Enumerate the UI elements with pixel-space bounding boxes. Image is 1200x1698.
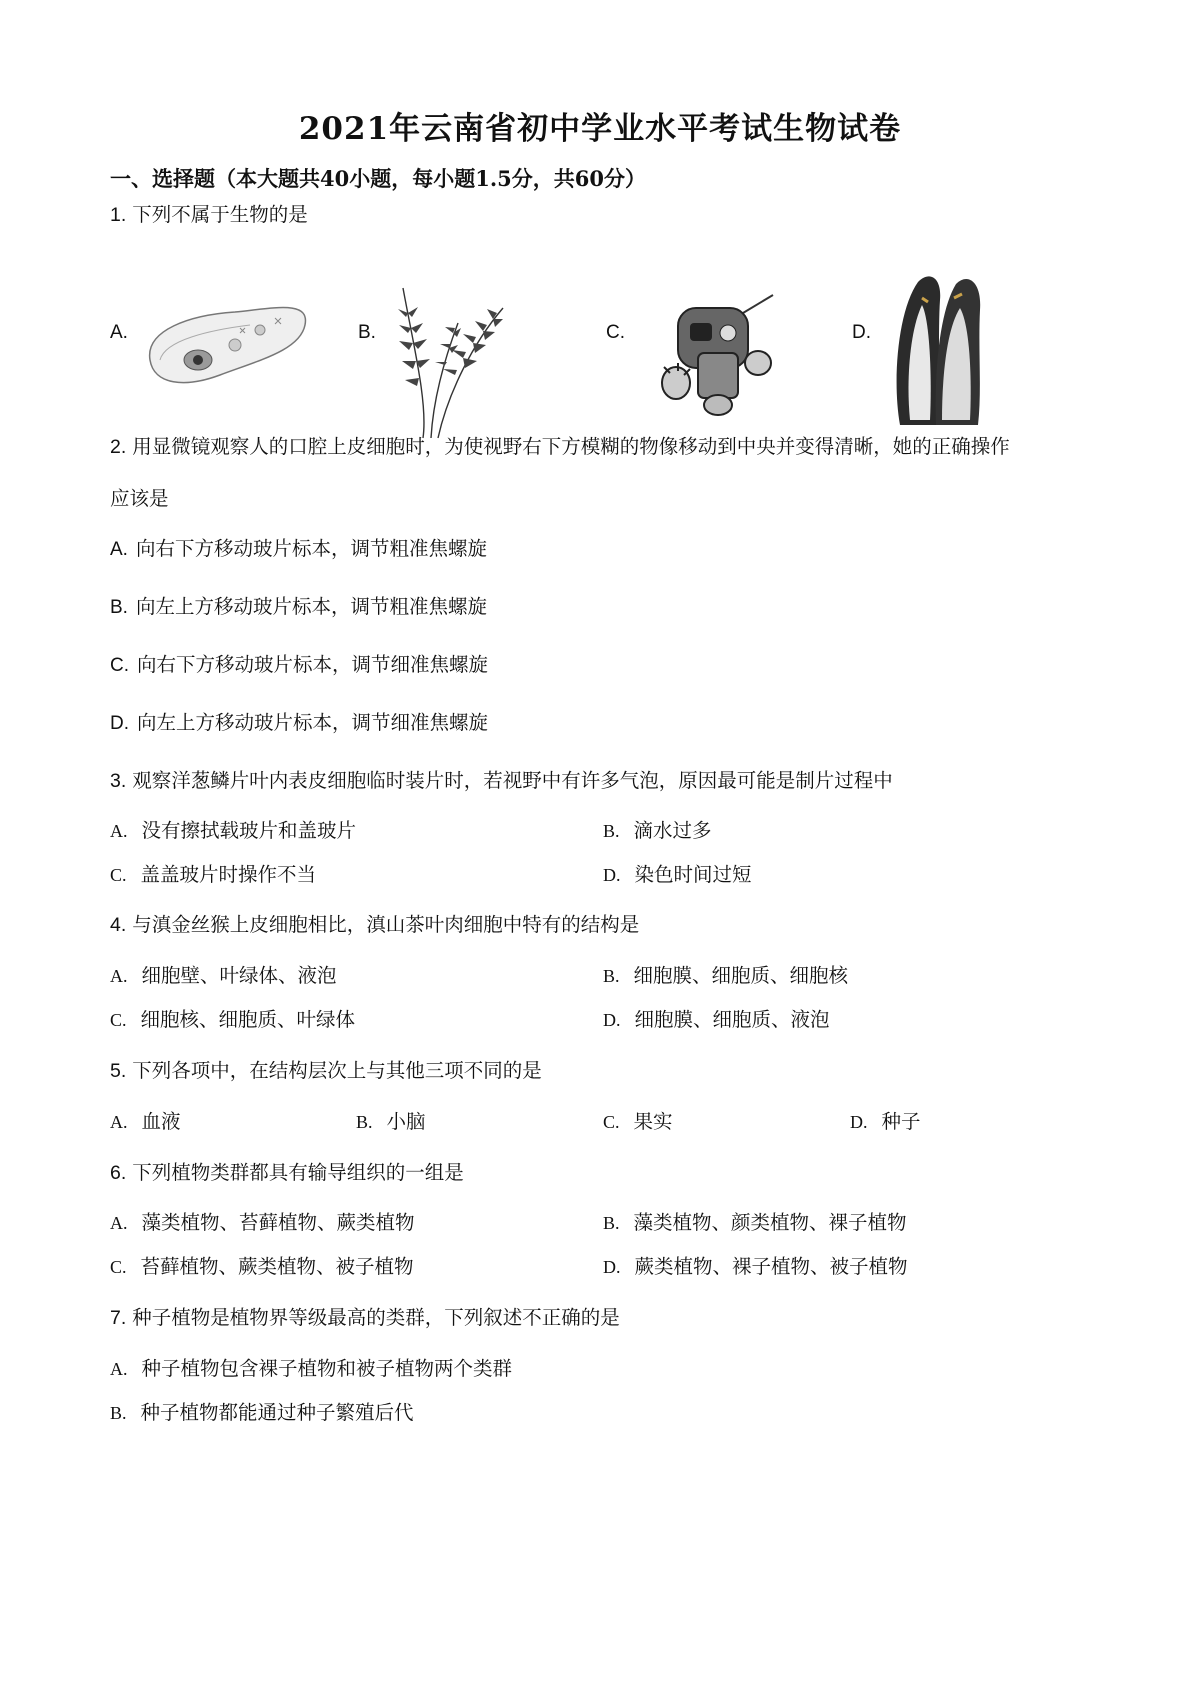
option-a: A. 细胞壁、叶绿体、液泡 <box>110 964 337 987</box>
question-3 <box>110 766 893 796</box>
option-d: D. 细胞膜、细胞质、液泡 <box>603 1008 830 1031</box>
option-a: A. 向右下方移动玻片标本，调节粗准焦螺旋 <box>110 537 487 560</box>
question-6 <box>110 1158 464 1188</box>
question-number: 7. <box>110 1307 127 1329</box>
question-text: 下列各项中，在结构层次上与其他三项不同的是 <box>132 1059 542 1082</box>
option-c: C. 盖盖玻片时操作不当 <box>110 863 317 886</box>
option-b: B. 小脑 <box>356 1110 426 1133</box>
option-b: B. 向左上方移动玻片标本，调节粗准焦螺旋 <box>110 595 487 618</box>
question-1 <box>110 200 308 230</box>
question-number: 4. <box>110 914 127 936</box>
question-2 <box>110 432 1010 462</box>
option-a: A. 藻类植物、苔藓植物、蕨类植物 <box>110 1211 415 1234</box>
question-number: 2. <box>110 436 127 458</box>
question-text: 观察洋葱鳞片叶内表皮细胞临时装片时，若视野中有许多气泡，原因最可能是制片过程中 <box>132 769 893 792</box>
paramecium-image <box>140 290 315 400</box>
robot-dog-image <box>648 293 783 418</box>
question-text: 下列不属于生物的是 <box>132 203 308 226</box>
question-text: 种子植物是植物界等级最高的类群，下列叙述不正确的是 <box>132 1306 620 1329</box>
option-c: C. 向右下方移动玻片标本，调节细准焦螺旋 <box>110 653 489 676</box>
option-letter: B. <box>358 322 376 343</box>
option-a: A. 血液 <box>110 1110 181 1133</box>
option-letter: A. <box>110 322 128 343</box>
question-7 <box>110 1303 620 1333</box>
section-heading: 一、选择题（本大题共40小题，每小题1.5分，共60分） <box>110 166 646 191</box>
question-number: 6. <box>110 1162 127 1184</box>
option-d: D. 染色时间过短 <box>603 863 752 886</box>
penguins-image <box>890 270 985 430</box>
page-title: 2021年云南省初中学业水平考试生物试卷 <box>298 111 902 147</box>
question-number: 3. <box>110 770 127 792</box>
option-b: B. 藻类植物、颜类植物、裸子植物 <box>603 1211 907 1234</box>
option-d: D. 蕨类植物、裸子植物、被子植物 <box>603 1255 908 1278</box>
question-text: 用显微镜观察人的口腔上皮细胞时，为使视野右下方模糊的物像移动到中央并变得清晰，她的正确操作 <box>132 435 1010 458</box>
fern-image <box>383 283 523 443</box>
question-number: 5. <box>110 1060 127 1082</box>
option-d: D. 向左上方移动玻片标本，调节细准焦螺旋 <box>110 711 489 734</box>
option-b: B. 细胞膜、细胞质、细胞核 <box>603 964 849 987</box>
question-2-continuation: 应该是 <box>110 487 169 510</box>
question-4 <box>110 910 639 940</box>
question-5 <box>110 1056 542 1086</box>
question-text: 下列植物类群都具有输导组织的一组是 <box>132 1161 464 1184</box>
question-text: 与滇金丝猴上皮细胞相比，滇山茶叶肉细胞中特有的结构是 <box>132 913 640 936</box>
option-b: B. 种子植物都能通过种子繁殖后代 <box>110 1401 414 1424</box>
option-a: A. 没有擦拭载玻片和盖玻片 <box>110 819 357 842</box>
question-number: 1. <box>110 204 127 226</box>
option-d: D. 种子 <box>850 1110 921 1133</box>
option-b: B. 滴水过多 <box>603 819 712 842</box>
option-c: C. 细胞核、细胞质、叶绿体 <box>110 1008 356 1031</box>
option-letter: C. <box>606 322 625 343</box>
option-c: C. 苔藓植物、蕨类植物、被子植物 <box>110 1255 414 1278</box>
option-c: C. 果实 <box>603 1110 673 1133</box>
option-a: A. 种子植物包含裸子植物和被子植物两个类群 <box>110 1357 513 1380</box>
option-letter: D. <box>852 322 871 343</box>
